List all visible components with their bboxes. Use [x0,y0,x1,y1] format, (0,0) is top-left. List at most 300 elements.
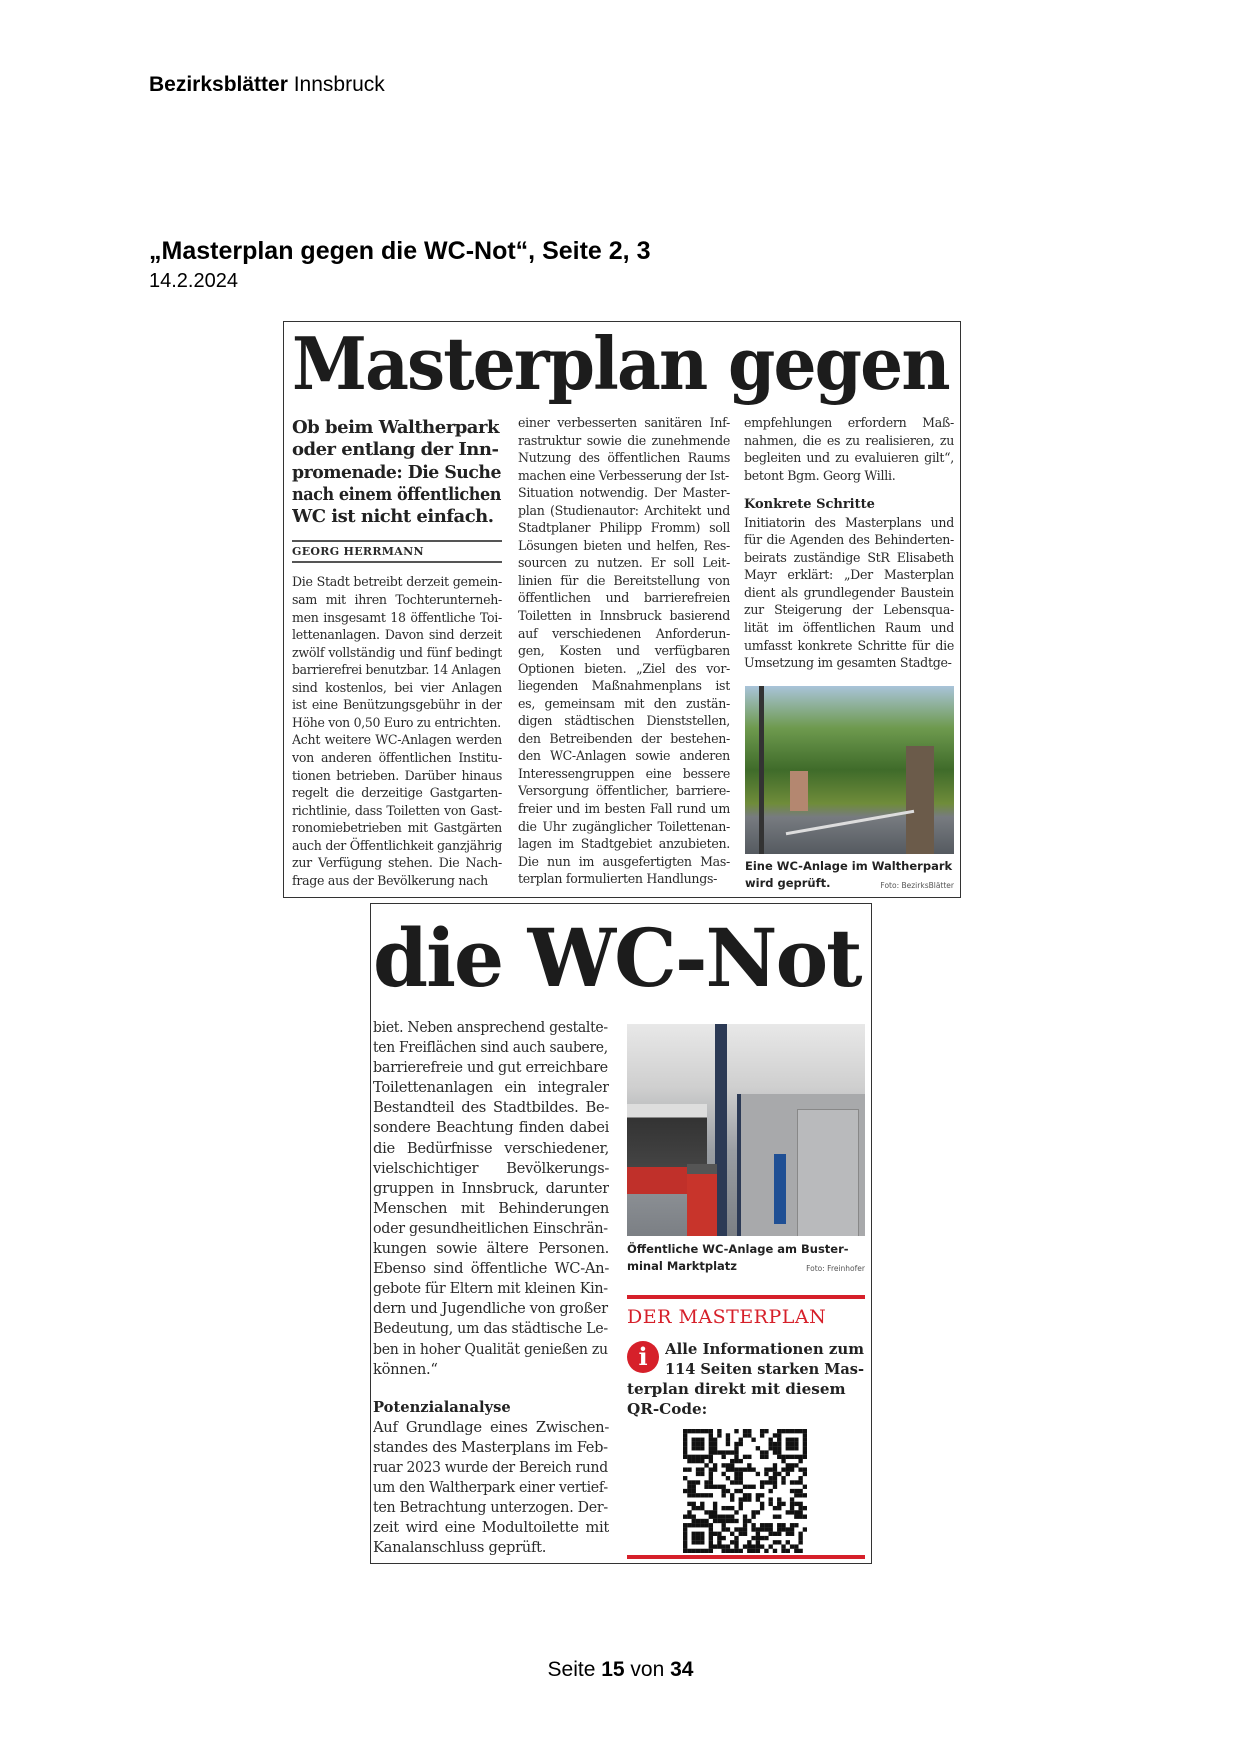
qr-module [717,1433,721,1437]
qr-module [781,1544,785,1548]
body-text [744,414,954,484]
photo-caption [627,1241,865,1275]
qr-module [721,1515,725,1519]
qr-module [756,1532,760,1536]
qr-module [803,1485,807,1489]
photo-bus-terminal [627,1024,865,1236]
qr-module [769,1544,773,1548]
qr-module [803,1467,807,1471]
qr-module [683,1433,687,1437]
qr-module [734,1472,738,1476]
text-line: Toilettenanlagen ein integraler [373,1079,609,1097]
qr-module [734,1429,738,1433]
qr-module [756,1549,760,1553]
text-line: men insgesamt 18 öffentliche Toi- [292,609,502,625]
qr-module [700,1459,704,1463]
qr-module [734,1519,738,1523]
qr-module [683,1446,687,1450]
qr-module [786,1429,790,1433]
qr-module [700,1536,704,1540]
qr-module [696,1442,700,1446]
qr-module [743,1485,747,1489]
qr-module [696,1472,700,1476]
qr-module [692,1532,696,1536]
qr-module [683,1532,687,1536]
photo-credit: Foto: BezirksBlätter [880,881,954,890]
qr-module [683,1438,687,1442]
text-line: richtlinie, dass Toiletten von Gast- [292,802,502,818]
qr-module [709,1527,713,1531]
qr-module [709,1442,713,1446]
text-line: zur Verfügung stehen. Die Nach- [292,855,502,871]
qr-module [769,1497,773,1501]
qr-module [743,1493,747,1497]
qr-module [803,1446,807,1450]
qr-module [798,1467,802,1471]
qr-module [730,1532,734,1536]
qr-module [781,1523,785,1527]
text-line: begleiten und zu evaluieren gilt“, [744,450,954,466]
qr-module [687,1467,691,1471]
qr-module [713,1510,717,1514]
qr-module [786,1446,790,1450]
qr-module [751,1438,755,1442]
caption-line: wird geprüft. [745,876,831,890]
qr-module [683,1544,687,1548]
qr-module [692,1429,696,1433]
qr-module [726,1489,730,1493]
caption-line: Öffentliche WC-Anlage am Buster- [627,1242,849,1256]
caption-line: minal Marktplatz [627,1259,737,1273]
qr-module [704,1480,708,1484]
qr-module [794,1549,798,1553]
qr-module [696,1549,700,1553]
qr-module [700,1502,704,1506]
info-line: 114 Seiten starken Mas- [665,1360,864,1378]
qr-module [687,1493,691,1497]
qr-module [683,1540,687,1544]
qr-module [713,1446,717,1450]
qr-module [721,1493,725,1497]
text-line: kungen sowie ältere Personen. [373,1240,609,1258]
text-line: lität im öffentlichen Raum und [744,619,954,635]
qr-module [704,1463,708,1467]
article-date: 14.2.2024 [149,270,238,292]
qr-module [760,1455,764,1459]
qr-module [798,1549,802,1553]
text-line: Situation notwendig. Der Master- [518,485,730,501]
text-line: auf verschiedenen Anforderun- [518,625,730,641]
qr-module [709,1515,713,1519]
text-line: sam mit ihren Tochterunterneh- [292,592,502,608]
photo-credit: Foto: Freinhofer [806,1264,865,1273]
text-line: Stadtplaner Philipp Fromm) soll [518,520,730,536]
body-text [373,1418,609,1559]
qr-module [760,1429,764,1433]
qr-module [709,1446,713,1450]
qr-module [721,1463,725,1467]
qr-module [803,1515,807,1519]
qr-module [734,1489,738,1493]
qr-module [739,1532,743,1536]
text-line: auch der Öffentlichkeit ganzjährig [292,837,502,853]
qr-module [777,1455,781,1459]
qr-module [751,1527,755,1531]
text-line: digen städtischen Dienststellen, [518,713,730,729]
qr-code[interactable] [683,1429,807,1553]
qr-module [777,1472,781,1476]
qr-module [773,1515,777,1519]
qr-module [790,1446,794,1450]
qr-module [734,1459,738,1463]
qr-module [756,1493,760,1497]
qr-module [798,1515,802,1519]
red-divider [627,1295,865,1299]
text-line: WC ist nicht einfach. [292,506,494,528]
newspaper-clipping-top [283,321,961,898]
text-line: rastruktur sowie die zunehmende [518,432,730,448]
qr-module [751,1467,755,1471]
text-line: gebote für Eltern mit kleinen Kin- [373,1280,608,1298]
qr-module [798,1536,802,1540]
qr-module [683,1489,687,1493]
qr-module [769,1446,773,1450]
qr-module [798,1455,802,1459]
qr-module [798,1476,802,1480]
text-line: standes des Masterplans im Feb- [373,1438,608,1456]
qr-module [781,1429,785,1433]
qr-module [726,1527,730,1531]
qr-module [700,1467,704,1471]
qr-module [713,1467,717,1471]
qr-module [798,1502,802,1506]
qr-module [709,1480,713,1484]
text-line: die Uhr zugänglicher Toilettenan- [518,818,730,834]
qr-module [717,1515,721,1519]
qr-module [730,1463,734,1467]
qr-module [709,1540,713,1544]
qr-module [794,1442,798,1446]
column-left [373,1018,609,1558]
text-line: Interessengruppen eine bessere [518,765,730,781]
qr-module [717,1532,721,1536]
qr-module [743,1532,747,1536]
qr-module [790,1489,794,1493]
qr-module [764,1527,768,1531]
text-line: barrierefreie und gut erreichbare [373,1059,608,1077]
qr-module [730,1515,734,1519]
info-box [627,1339,865,1423]
qr-module [764,1536,768,1540]
page-footer: Seite 15 von 34 [547,1658,694,1681]
qr-module [704,1523,708,1527]
qr-module [743,1429,747,1433]
qr-module [803,1433,807,1437]
qr-module [739,1438,743,1442]
qr-module [743,1519,747,1523]
qr-module [743,1497,747,1501]
qr-module [700,1519,704,1523]
qr-module [721,1455,725,1459]
qr-module [726,1476,730,1480]
text-line: die Bedürfnisse verschiedener, [373,1139,609,1157]
qr-module [790,1438,794,1442]
qr-module [721,1536,725,1540]
qr-module [777,1527,781,1531]
qr-module [756,1544,760,1548]
brand-bold: Bezirksblätter [149,73,288,96]
qr-module [709,1455,713,1459]
qr-module [692,1480,696,1484]
qr-module [739,1502,743,1506]
info-line: Alle Informationen zum [665,1340,864,1358]
qr-module [687,1485,691,1489]
qr-module [739,1489,743,1493]
qr-module [751,1515,755,1519]
qr-module [709,1450,713,1454]
qr-module [747,1463,751,1467]
qr-module [696,1446,700,1450]
text-line: Initiatorin des Masterplans und [744,514,954,530]
qr-module [721,1527,725,1531]
qr-module [709,1433,713,1437]
qr-module [726,1515,730,1519]
qr-module [709,1438,713,1442]
qr-module [786,1549,790,1553]
qr-module [713,1502,717,1506]
qr-module [790,1506,794,1510]
qr-module [798,1489,802,1493]
qr-module [773,1476,777,1480]
newspaper-clipping-bottom [370,903,872,1564]
qr-module [764,1450,768,1454]
qr-module [683,1467,687,1471]
qr-module [790,1523,794,1527]
text-line: Ob beim Waltherpark [292,417,499,438]
brand-location: Innsbruck [287,73,385,96]
qr-module [743,1527,747,1531]
qr-module [692,1442,696,1446]
qr-module [781,1480,785,1484]
qr-module [777,1506,781,1510]
qr-module [751,1510,755,1514]
qr-module [700,1532,704,1536]
qr-module [773,1442,777,1446]
qr-module [756,1472,760,1476]
qr-module [739,1442,743,1446]
qr-module [692,1438,696,1442]
qr-module [721,1472,725,1476]
qr-module [721,1544,725,1548]
qr-module [713,1450,717,1454]
text-line: linien für die Bereitstellung von [518,572,730,588]
qr-module [798,1540,802,1544]
qr-module [700,1549,704,1553]
text-line: Lösungen bieten und helfen, Res- [518,537,730,553]
text-line: liegenden Maßnahmenplans ist [518,678,730,694]
qr-module [726,1506,730,1510]
qr-module [709,1467,713,1471]
photo-caption [745,858,954,892]
text-line: ruar 2023 wurde der Bereich rund [373,1458,608,1476]
qr-module [786,1467,790,1471]
qr-module [794,1544,798,1548]
qr-module [747,1540,751,1544]
publication-header [149,73,385,97]
qr-module [760,1493,764,1497]
body-text [373,1018,609,1380]
lead-text [292,417,502,528]
qr-module [764,1480,768,1484]
qr-module [769,1523,773,1527]
qr-module [721,1519,725,1523]
qr-module [713,1544,717,1548]
qr-module [726,1450,730,1454]
qr-module [700,1442,704,1446]
qr-module [734,1510,738,1514]
qr-module [730,1506,734,1510]
qr-module [739,1480,743,1484]
column-3 [744,414,954,672]
qr-module [739,1549,743,1553]
qr-module [687,1502,691,1506]
qr-module [687,1455,691,1459]
qr-module [773,1467,777,1471]
text-line: machen eine Verbesserung der Ist- [518,467,729,483]
text-line: sourcen zu nutzen. Er soll Leit- [518,555,730,571]
qr-module [743,1433,747,1437]
qr-module [803,1442,807,1446]
qr-module [798,1506,802,1510]
qr-module [790,1467,794,1471]
qr-module [747,1455,751,1459]
qr-module [713,1438,717,1442]
text-line: Umsetzung im gesamten Stadtge- [744,655,952,671]
qr-module [730,1549,734,1553]
qr-module [756,1510,760,1514]
text-line: Die Stadt betreibt derzeit gemein- [292,574,502,590]
qr-module [798,1493,802,1497]
qr-module [777,1433,781,1437]
qr-module [747,1493,751,1497]
qr-module [692,1536,696,1540]
qr-module [790,1455,794,1459]
qr-module [786,1540,790,1544]
text-line: können.“ [373,1360,438,1378]
qr-module [773,1532,777,1536]
qr-module [692,1489,696,1493]
text-line: Höhe von 0,50 Euro zu entrichten. [292,714,501,730]
qr-module [756,1536,760,1540]
headline-part-2: die WC-Not [373,918,861,1005]
qr-module [781,1455,785,1459]
qr-module [730,1519,734,1523]
qr-module [696,1532,700,1536]
qr-module [790,1544,794,1548]
qr-module [734,1467,738,1471]
qr-module [739,1497,743,1501]
qr-module [709,1532,713,1536]
qr-module [692,1493,696,1497]
qr-module [734,1549,738,1553]
qr-module [683,1527,687,1531]
text-line: Auf Grundlage eines Zwischen- [373,1418,609,1436]
text-line: vielschichtiger Bevölkerungs- [373,1159,609,1177]
qr-module [747,1497,751,1501]
qr-module [717,1544,721,1548]
qr-module [790,1429,794,1433]
qr-module [704,1493,708,1497]
qr-module [790,1497,794,1501]
qr-module [726,1438,730,1442]
qr-module [756,1527,760,1531]
qr-module [709,1510,713,1514]
qr-module [773,1480,777,1484]
red-divider [627,1555,865,1559]
qr-module [769,1532,773,1536]
qr-module [773,1485,777,1489]
qr-module [700,1493,704,1497]
qr-module [747,1549,751,1553]
body-text [744,514,954,672]
text-line: den Betreibenden der bestehen- [518,730,730,746]
text-line: ronomiebetrieben mit Gastgärten [292,820,502,836]
qr-module [704,1549,708,1553]
qr-module [739,1476,743,1480]
qr-module [739,1527,743,1531]
qr-module [803,1455,807,1459]
qr-module [777,1450,781,1454]
text-line: für die Agenden des Behinderten- [744,532,954,548]
qr-module [760,1544,764,1548]
text-line: zeit wird eine Modultoilette mit [373,1519,609,1537]
qr-module [786,1442,790,1446]
qr-module [739,1472,743,1476]
qr-module [683,1455,687,1459]
qr-module [730,1493,734,1497]
qr-module [692,1502,696,1506]
text-line: plan (Studienautor: Architekt und [518,502,730,518]
qr-module [760,1485,764,1489]
qr-module [687,1549,691,1553]
qr-module [709,1472,713,1476]
qr-module [803,1438,807,1442]
qr-module [760,1480,764,1484]
caption-line: Eine WC-Anlage im Waltherpark [745,859,953,873]
qr-module [692,1523,696,1527]
qr-module [683,1523,687,1527]
qr-module [794,1429,798,1433]
qr-module [696,1459,700,1463]
qr-module [790,1527,794,1531]
qr-module [696,1519,700,1523]
qr-module [751,1544,755,1548]
qr-module [734,1450,738,1454]
qr-module [709,1549,713,1553]
text-line: nahmen, die es zu realisieren, zu [744,432,954,448]
qr-module [794,1446,798,1450]
qr-module [803,1450,807,1454]
qr-module [687,1489,691,1493]
qr-module [794,1523,798,1527]
text-line: freier und im besten Fall rund um [518,801,730,817]
qr-module [739,1467,743,1471]
qr-module [687,1459,691,1463]
qr-module [803,1527,807,1531]
qr-module [803,1472,807,1476]
qr-module [798,1429,802,1433]
qr-module [798,1532,802,1536]
